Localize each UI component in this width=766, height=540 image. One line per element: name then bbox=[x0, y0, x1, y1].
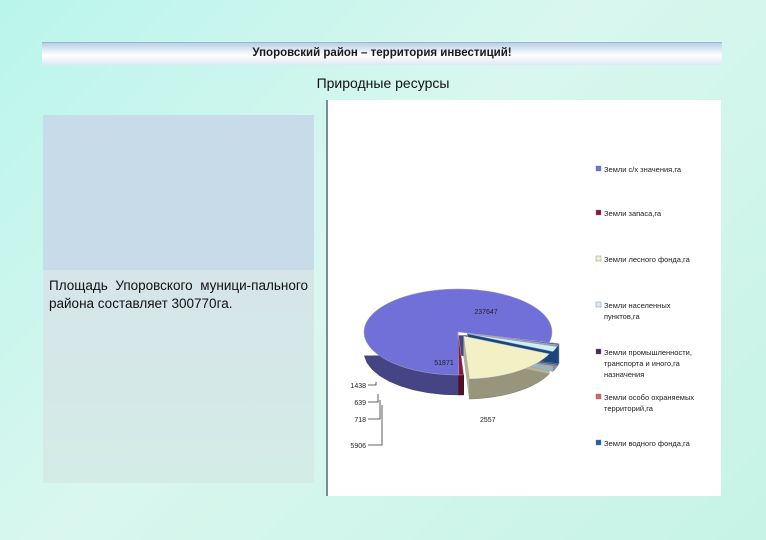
legend-label: Земли особо охраняемых bbox=[604, 393, 695, 402]
section-subtitle: Природные ресурсы bbox=[316, 75, 450, 91]
data-label: 51871 bbox=[434, 360, 454, 367]
pie-slice-side bbox=[459, 375, 464, 395]
legend-label: Земли запаса,га bbox=[604, 209, 662, 218]
land-resources-chart bbox=[326, 100, 721, 496]
data-label-leader bbox=[368, 400, 380, 419]
data-label: 237647 bbox=[474, 309, 498, 316]
data-label-leader bbox=[368, 382, 376, 385]
header-bar bbox=[42, 42, 722, 65]
area-description: Площадь Упоровского муници-пального района составляет 300770га. bbox=[49, 278, 308, 311]
legend-swatch bbox=[596, 302, 601, 307]
legend-label: транспорта и иного,га bbox=[604, 359, 680, 368]
info-panel bbox=[43, 115, 314, 483]
legend-label: Земли населенных bbox=[604, 301, 671, 310]
legend-label: Земли промышленности, bbox=[604, 348, 692, 357]
legend-swatch bbox=[596, 440, 601, 445]
legend-label: назначения bbox=[604, 370, 645, 379]
data-label: 5906 bbox=[350, 443, 366, 450]
legend-label: пунктов,га bbox=[604, 312, 640, 321]
legend-label: Земли с/х значения,га bbox=[604, 165, 682, 174]
page-title: Упоровский район – территория инвестиций! bbox=[252, 47, 512, 59]
pie-chart-svg bbox=[328, 100, 721, 496]
legend-swatch bbox=[596, 349, 601, 354]
legend-swatch bbox=[596, 210, 601, 215]
data-label-leader bbox=[368, 394, 378, 402]
data-label: 639 bbox=[354, 400, 366, 407]
data-label: 2557 bbox=[480, 417, 496, 424]
legend-label: Земли лесного фонда,га bbox=[604, 255, 690, 264]
legend-swatch bbox=[596, 166, 601, 171]
legend-swatch bbox=[596, 256, 601, 261]
legend-label: территорий,га bbox=[604, 404, 653, 413]
legend-label: Земли водного фонда,га bbox=[604, 439, 690, 448]
data-label: 718 bbox=[354, 417, 366, 424]
legend-swatch bbox=[596, 394, 601, 399]
data-label: 1438 bbox=[350, 383, 366, 390]
